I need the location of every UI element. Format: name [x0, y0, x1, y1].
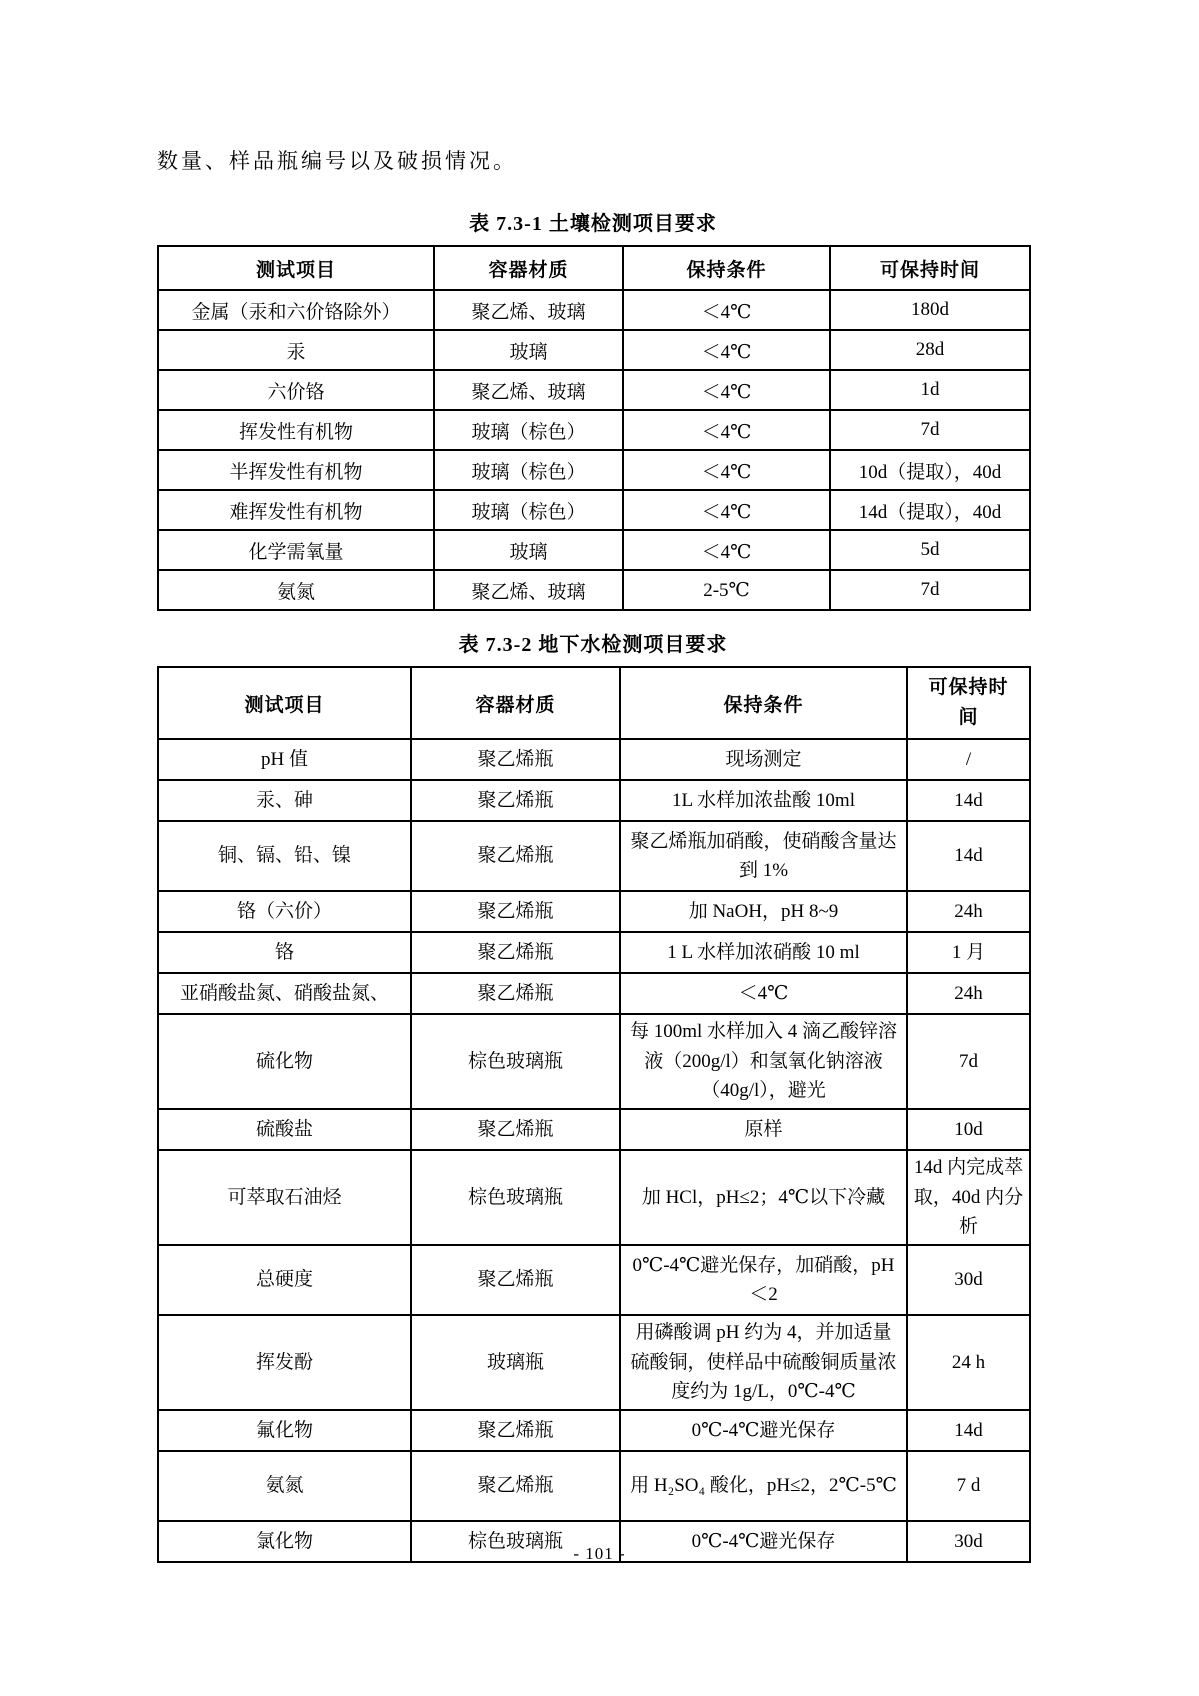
cell-time: 14d [907, 1410, 1030, 1451]
table-row [158, 932, 1030, 973]
cell-condition: ＜4℃ [623, 290, 830, 330]
cell-time: 180d [830, 290, 1030, 330]
cell-condition: ＜4℃ [623, 490, 830, 530]
cell-test-item: 金属（汞和六价铬除外） [158, 290, 434, 330]
cell-test-item: 氨氮 [158, 570, 434, 610]
cell-test-item: 氟化物 [158, 1410, 411, 1451]
cell-condition: 用磷酸调 pH 约为 4，并加适量硫酸铜，使样品中硫酸铜质量浓度约为 1g/L，0℃-4℃ [620, 1315, 907, 1410]
cell-time: / [907, 739, 1030, 780]
table-row [158, 1150, 1030, 1245]
table-row [158, 1451, 1030, 1521]
table2-title: 表 7.3-2 地下水检测项目要求 [458, 634, 728, 656]
cell-time: 1d [830, 370, 1030, 410]
cell-container: 玻璃瓶 [411, 1315, 620, 1410]
cell-test-item: 氯化物 [158, 1521, 411, 1562]
table-row [158, 530, 1030, 570]
table-row [158, 490, 1030, 530]
cell-time: 1 月 [907, 932, 1030, 973]
column-header-container-material: 容器材质 [434, 246, 623, 290]
cell-condition: 聚乙烯瓶加硝酸，使硝酸含量达到 1% [620, 821, 907, 891]
cell-test-item: 六价铬 [158, 370, 434, 410]
cell-container: 聚乙烯瓶 [411, 932, 620, 973]
cell-time: 24 h [907, 1315, 1030, 1410]
cell-time: 7d [830, 570, 1030, 610]
table-row [158, 780, 1030, 821]
cell-condition: 1 L 水样加浓硝酸 10 ml [620, 932, 907, 973]
cell-test-item: 铬 [158, 932, 411, 973]
cell-test-item: 挥发性有机物 [158, 410, 434, 450]
column-header-holding-time: 可保持时间 [907, 667, 1030, 739]
cell-container: 聚乙烯瓶 [411, 1410, 620, 1451]
table-row [158, 410, 1030, 450]
cell-test-item: 汞、砷 [158, 780, 411, 821]
cell-condition: 加 NaOH，pH 8~9 [620, 891, 907, 932]
cell-container: 棕色玻璃瓶 [411, 1014, 620, 1109]
table1-header-row [158, 246, 1030, 290]
cell-container: 聚乙烯瓶 [411, 821, 620, 891]
table-row [158, 1245, 1030, 1315]
cell-time: 5d [830, 530, 1030, 570]
column-header-container-material: 容器材质 [411, 667, 620, 739]
cell-time: 14d [907, 821, 1030, 891]
cell-condition: ＜4℃ [623, 370, 830, 410]
table-row [158, 290, 1030, 330]
cell-time: 30d [907, 1521, 1030, 1562]
cell-condition: ＜4℃ [623, 530, 830, 570]
table-row [158, 1410, 1030, 1451]
cell-container: 聚乙烯瓶 [411, 891, 620, 932]
table-row [158, 1109, 1030, 1150]
intro-paragraph: 数量、样品瓶编号以及破损情况。 [157, 149, 517, 173]
cell-time: 14d（提取），40d [830, 490, 1030, 530]
cell-test-item: pH 值 [158, 739, 411, 780]
groundwater-test-requirements-table [157, 666, 1031, 1563]
cell-container: 聚乙烯、玻璃 [434, 370, 623, 410]
column-header-holding-condition: 保持条件 [620, 667, 907, 739]
cell-time: 28d [830, 330, 1030, 370]
cell-container: 聚乙烯、玻璃 [434, 290, 623, 330]
table-row [158, 370, 1030, 410]
cell-test-item: 氨氮 [158, 1451, 411, 1521]
cell-test-item: 可萃取石油烃 [158, 1150, 411, 1245]
cell-container: 玻璃 [434, 530, 623, 570]
column-header-holding-condition: 保持条件 [623, 246, 830, 290]
cell-condition: ＜4℃ [623, 410, 830, 450]
cell-container: 聚乙烯瓶 [411, 1109, 620, 1150]
column-header-holding-time: 可保持时间 [830, 246, 1030, 290]
cell-condition: 0℃-4℃避光保存 [620, 1521, 907, 1562]
column-header-test-item: 测试项目 [158, 246, 434, 290]
cell-time: 10d（提取），40d [830, 450, 1030, 490]
cell-container: 聚乙烯瓶 [411, 1451, 620, 1521]
cell-condition: ＜4℃ [623, 450, 830, 490]
cell-test-item: 难挥发性有机物 [158, 490, 434, 530]
cell-time: 14d 内完成萃取，40d 内分析 [907, 1150, 1030, 1245]
cell-condition: 原样 [620, 1109, 907, 1150]
cell-container: 棕色玻璃瓶 [411, 1150, 620, 1245]
cell-test-item: 化学需氧量 [158, 530, 434, 570]
cell-time: 24h [907, 891, 1030, 932]
cell-time: 7d [830, 410, 1030, 450]
cell-test-item: 硫化物 [158, 1014, 411, 1109]
cell-time: 24h [907, 973, 1030, 1014]
cell-container: 聚乙烯、玻璃 [434, 570, 623, 610]
soil-test-requirements-table [157, 245, 1031, 611]
cell-condition: ＜4℃ [620, 973, 907, 1014]
table-row [158, 330, 1030, 370]
table1-title: 表 7.3-1 土壤检测项目要求 [469, 213, 717, 235]
cell-condition: 0℃-4℃避光保存，加硝酸，pH＜2 [620, 1245, 907, 1315]
cell-condition: 每 100ml 水样加入 4 滴乙酸锌溶液（200g/l）和氢氧化钠溶液（40g/l），避光 [620, 1014, 907, 1109]
cell-test-item: 硫酸盐 [158, 1109, 411, 1150]
table2-header-row [158, 667, 1030, 739]
cell-container: 聚乙烯瓶 [411, 780, 620, 821]
cell-time: 7 d [907, 1451, 1030, 1521]
cell-test-item: 半挥发性有机物 [158, 450, 434, 490]
cell-condition: 2-5℃ [623, 570, 830, 610]
cell-test-item: 挥发酚 [158, 1315, 411, 1410]
cell-condition: 0℃-4℃避光保存 [620, 1410, 907, 1451]
cell-test-item: 亚硝酸盐氮、硝酸盐氮、 [158, 973, 411, 1014]
cell-time: 7d [907, 1014, 1030, 1109]
table-row [158, 821, 1030, 891]
cell-test-item: 铬（六价） [158, 891, 411, 932]
cell-container: 玻璃（棕色） [434, 450, 623, 490]
cell-condition: 加 HCl，pH≤2；4℃以下冷藏 [620, 1150, 907, 1245]
cell-time: 14d [907, 780, 1030, 821]
table-row [158, 891, 1030, 932]
table-row [158, 1014, 1030, 1109]
table-row [158, 570, 1030, 610]
cell-container: 棕色玻璃瓶 [411, 1521, 620, 1562]
column-header-test-item: 测试项目 [158, 667, 411, 739]
cell-container: 玻璃 [434, 330, 623, 370]
table-row [158, 739, 1030, 780]
cell-test-item: 总硬度 [158, 1245, 411, 1315]
cell-time: 30d [907, 1245, 1030, 1315]
table-row [158, 1315, 1030, 1410]
cell-container: 聚乙烯瓶 [411, 739, 620, 780]
page-content [157, 0, 1029, 1563]
cell-container: 玻璃（棕色） [434, 490, 623, 530]
cell-test-item: 铜、镉、铅、镍 [158, 821, 411, 891]
cell-condition: 用 H₂SO₄ 酸化，pH≤2，2℃-5℃ [620, 1451, 907, 1521]
cell-condition: ＜4℃ [623, 330, 830, 370]
cell-condition: 现场测定 [620, 739, 907, 780]
cell-condition: 1L 水样加浓盐酸 10ml [620, 780, 907, 821]
cell-container: 玻璃（棕色） [434, 410, 623, 450]
cell-test-item: 汞 [158, 330, 434, 370]
table-row [158, 973, 1030, 1014]
table-row [158, 450, 1030, 490]
page-number: - 101 - [573, 1544, 626, 1563]
cell-container: 聚乙烯瓶 [411, 973, 620, 1014]
cell-time: 10d [907, 1109, 1030, 1150]
cell-container: 聚乙烯瓶 [411, 1245, 620, 1315]
